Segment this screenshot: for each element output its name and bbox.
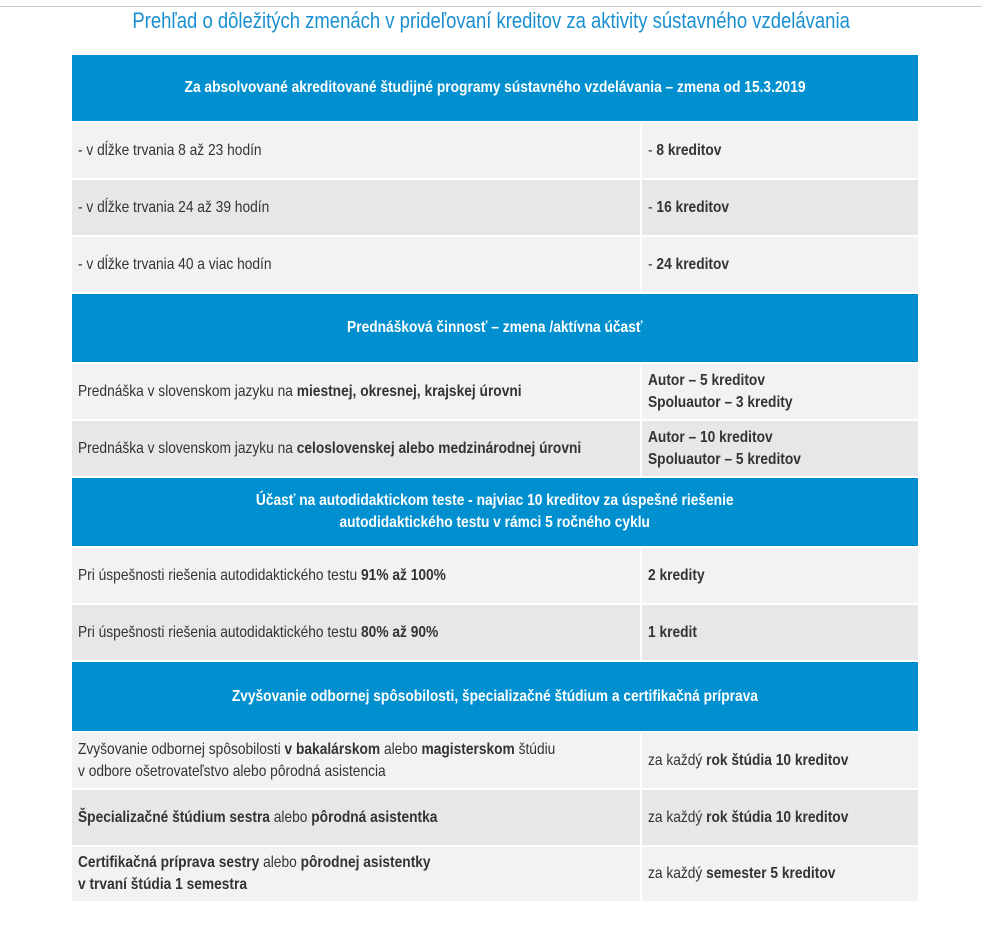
activity-cell: [72, 123, 642, 178]
table-row: [72, 847, 918, 903]
bold-text: pôrodnej asistentky: [300, 854, 431, 871]
table-row: [72, 364, 918, 421]
text-line: [232, 686, 758, 708]
credits-table: [72, 55, 918, 903]
text: -: [648, 141, 657, 159]
bold-text: 24 kreditov: [656, 255, 730, 273]
text-line: [648, 565, 880, 587]
bold-text: Špecializačné štúdium sestra: [78, 808, 270, 826]
section-header: [72, 478, 918, 548]
table-row: [72, 237, 918, 294]
text: Zvyšovanie odbornej spôsobilosti: [78, 740, 285, 758]
bold-text: 80% až 90%: [361, 623, 439, 641]
activity-cell: [72, 790, 642, 845]
bold-text: Certifikačná príprava sestry: [78, 854, 260, 871]
activity-cell: [72, 733, 642, 788]
credits-cell: [642, 123, 918, 178]
section-header-text: [134, 77, 856, 99]
bold-text: Spoluautor – 3 kredity: [648, 393, 793, 411]
text: za každý: [648, 751, 707, 769]
bold-text: rok štúdia 10 kreditov: [706, 808, 849, 826]
text-line: [78, 197, 561, 219]
bold-text: 16 kreditov: [656, 198, 730, 216]
bold-text: Zvyšovanie odbornej spôsobilosti, špecializačné štúdium a certifikačná príprava: [231, 687, 759, 705]
text-line: [648, 370, 880, 392]
text-line: [347, 317, 642, 339]
bold-text: 8 kreditov: [656, 141, 722, 159]
text-line: [78, 381, 561, 403]
text-line: [648, 807, 880, 829]
bold-text: 2 kredity: [648, 566, 705, 584]
credits-cell: [642, 733, 918, 788]
bold-text: pôrodná asistentka: [311, 808, 438, 826]
activity-cell: [72, 548, 642, 603]
table-row: [72, 421, 918, 478]
text-line: [78, 761, 561, 783]
credits-cell: [642, 421, 918, 476]
credits-cell: [642, 364, 918, 419]
text-line: [648, 197, 880, 219]
table-row: [72, 605, 918, 662]
section-header: [72, 55, 918, 123]
text-line: [648, 140, 880, 162]
bold-text: v bakalárskom: [284, 740, 381, 758]
text-line: [78, 852, 561, 874]
bold-text: v trvaní štúdia 1 semestra: [78, 876, 248, 893]
text-line: [78, 739, 561, 761]
text: za každý: [648, 865, 707, 882]
text: Pri úspešnosti riešenia autodidaktického testu: [78, 566, 362, 584]
bold-text: Spoluautor – 5 kreditov: [648, 450, 801, 468]
table-row: [72, 733, 918, 790]
credits-cell: [642, 548, 918, 603]
credits-cell: [642, 180, 918, 235]
text: -: [648, 255, 657, 273]
bold-text: Autor – 5 kreditov: [648, 371, 765, 389]
table-row: [72, 548, 918, 605]
text: - v dĺžke trvania 24 až 39 hodín: [78, 198, 270, 216]
text-line: [256, 512, 734, 534]
bold-text: Prednášková činnosť – zmena /aktívna účasť: [347, 319, 643, 336]
text-line: [78, 807, 561, 829]
activity-cell: [72, 605, 642, 660]
text-line: [78, 622, 561, 644]
text: Prednáška v slovenskom jazyku na: [78, 382, 297, 400]
activity-cell: [72, 237, 642, 292]
text-line: [648, 392, 880, 414]
text-line: [648, 622, 880, 644]
text-line: [78, 874, 561, 896]
credits-cell: [642, 605, 918, 660]
bold-text: Účasť na autodidaktickom teste - najviac 10 kreditov za úspešné riešenie: [256, 492, 734, 509]
text: v odbore ošetrovateľstvo alebo pôrodná asistencia: [78, 762, 386, 780]
table-row: [72, 790, 918, 847]
bold-text: rok štúdia 10 kreditov: [706, 751, 849, 769]
table-row: [72, 123, 918, 180]
section-header-text: [189, 686, 801, 708]
bold-text: celoslovenskej alebo medzinárodnej úrovni: [296, 439, 582, 457]
bold-text: magisterskom: [421, 740, 515, 758]
text-line: [648, 427, 880, 449]
credits-cell: [642, 237, 918, 292]
text-line: [648, 449, 880, 471]
section-header: [72, 662, 918, 733]
text: -: [648, 198, 657, 216]
bold-text: autodidaktického testu v rámci 5 ročného cyklu: [339, 514, 651, 531]
text: štúdiu: [514, 740, 556, 758]
text-line: [648, 863, 880, 885]
activity-cell: [72, 364, 642, 419]
section-header: [72, 294, 918, 364]
text: alebo: [380, 740, 422, 758]
text: alebo: [269, 808, 312, 826]
text-line: [78, 254, 561, 276]
text-line: [648, 750, 880, 772]
bold-text: semester 5 kreditov: [706, 865, 836, 882]
bold-text: Autor – 10 kreditov: [648, 428, 773, 446]
text-line: [78, 140, 561, 162]
text: alebo: [259, 854, 301, 871]
text-line: [185, 77, 806, 99]
text: Prednáška v slovenskom jazyku na: [78, 439, 297, 457]
credits-cell: [642, 847, 918, 901]
bold-text: Za absolvované akreditované študijné programy sústavného vzdelávania – zmena od 15.3.2019: [184, 79, 806, 96]
text-line: [256, 490, 734, 512]
page-title: Prehľad o dôležitých zmenách v prideľovaní kreditov za aktivity sústavného vzdelávania: [132, 8, 850, 33]
section-header-text: [323, 317, 666, 339]
text: - v dĺžke trvania 8 až 23 hodín: [78, 141, 262, 159]
text-line: [78, 565, 561, 587]
text-line: [648, 254, 880, 276]
bold-text: 1 kredit: [648, 623, 697, 641]
section-header-text: [217, 490, 772, 534]
text: - v dĺžke trvania 40 a viac hodín: [78, 255, 272, 273]
activity-cell: [72, 421, 642, 476]
text-line: [78, 438, 582, 460]
text: Pri úspešnosti riešenia autodidaktického testu: [78, 623, 362, 641]
activity-cell: [72, 847, 642, 901]
text: za každý: [648, 808, 707, 826]
table-row: [72, 180, 918, 237]
credits-cell: [642, 790, 918, 845]
bold-text: miestnej, okresnej, krajskej úrovni: [296, 382, 522, 400]
top-divider: [0, 6, 982, 7]
bold-text: 91% až 100%: [361, 566, 446, 584]
activity-cell: [72, 180, 642, 235]
